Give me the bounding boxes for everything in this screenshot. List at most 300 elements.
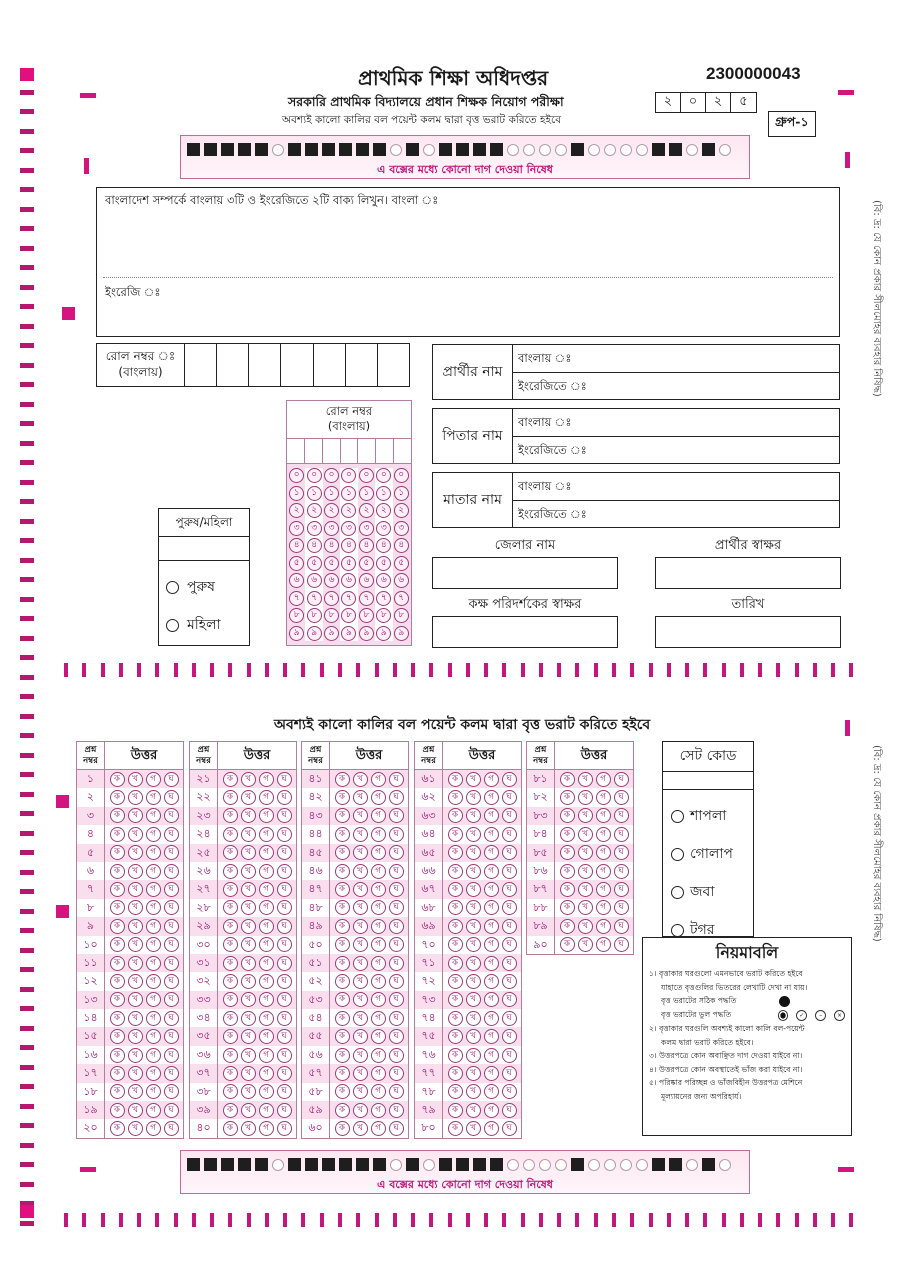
answer-bubble[interactable]: গ xyxy=(146,1029,161,1044)
answer-bubble[interactable]: ক xyxy=(110,1011,125,1026)
radio-circle-icon[interactable] xyxy=(671,848,684,861)
answer-bubble[interactable]: গ xyxy=(371,937,386,952)
answer-bubble[interactable]: খ xyxy=(353,864,368,879)
answer-bubble[interactable]: গ xyxy=(596,790,611,805)
answer-bubble[interactable]: গ xyxy=(596,808,611,823)
answer-bubble[interactable]: খ xyxy=(466,808,481,823)
answer-bubble[interactable]: গ xyxy=(484,772,499,787)
answer-bubble[interactable]: খ xyxy=(241,1048,256,1063)
roll-digit-bubble[interactable]: ৭ xyxy=(394,591,409,606)
answer-bubble[interactable]: ক xyxy=(223,1121,238,1136)
answer-bubble[interactable]: খ xyxy=(128,790,143,805)
answer-bubble[interactable]: ঘ xyxy=(277,827,292,842)
radio-circle-icon[interactable] xyxy=(166,619,179,632)
mother-name-bangla-field[interactable]: বাংলায় ঃ xyxy=(513,473,839,501)
answer-bubble[interactable]: ক xyxy=(110,790,125,805)
answer-bubble[interactable]: গ xyxy=(146,1066,161,1081)
answer-bubble[interactable]: গ xyxy=(146,790,161,805)
answer-bubble[interactable]: ক xyxy=(223,937,238,952)
answer-bubble[interactable]: ঘ xyxy=(164,827,179,842)
answer-bubble[interactable]: গ xyxy=(259,956,274,971)
answer-bubble[interactable]: গ xyxy=(259,900,274,915)
answer-bubble[interactable]: খ xyxy=(353,1048,368,1063)
answer-bubble[interactable]: ঘ xyxy=(614,845,629,860)
answer-bubble[interactable]: ক xyxy=(223,827,238,842)
answer-bubble[interactable]: গ xyxy=(596,772,611,787)
answer-bubble[interactable]: ঘ xyxy=(614,808,629,823)
father-name-bangla-field[interactable]: বাংলায় ঃ xyxy=(513,409,839,437)
answer-bubble[interactable]: খ xyxy=(128,900,143,915)
answer-bubble[interactable]: ক xyxy=(223,956,238,971)
answer-bubble[interactable]: গ xyxy=(146,772,161,787)
answer-bubble[interactable]: খ xyxy=(241,1011,256,1026)
answer-bubble[interactable]: খ xyxy=(353,900,368,915)
answer-bubble[interactable]: ক xyxy=(110,845,125,860)
answer-bubble[interactable]: গ xyxy=(484,1103,499,1118)
answer-bubble[interactable]: ঘ xyxy=(164,1084,179,1099)
answer-bubble[interactable]: ঘ xyxy=(614,900,629,915)
answer-bubble[interactable]: ক xyxy=(560,845,575,860)
answer-bubble[interactable]: খ xyxy=(128,956,143,971)
answer-bubble[interactable]: খ xyxy=(578,827,593,842)
roll-digit-bubble[interactable]: ৯ xyxy=(307,626,322,641)
roll-digit-bubble[interactable]: ২ xyxy=(289,503,304,518)
answer-bubble[interactable]: খ xyxy=(466,845,481,860)
roll-digit-bubble[interactable]: ৫ xyxy=(376,556,391,571)
answer-bubble[interactable]: খ xyxy=(241,1084,256,1099)
answer-bubble[interactable]: ক xyxy=(335,1048,350,1063)
answer-bubble[interactable]: ক xyxy=(560,919,575,934)
answer-bubble[interactable]: ঘ xyxy=(389,864,404,879)
answer-bubble[interactable]: ক xyxy=(110,900,125,915)
answer-bubble[interactable]: খ xyxy=(353,772,368,787)
answer-bubble[interactable]: ঘ xyxy=(277,974,292,989)
answer-bubble[interactable]: খ xyxy=(578,790,593,805)
answer-bubble[interactable]: ঘ xyxy=(389,992,404,1007)
answer-bubble[interactable]: ক xyxy=(448,882,463,897)
answer-bubble[interactable]: ক xyxy=(110,1029,125,1044)
answer-bubble[interactable]: গ xyxy=(259,919,274,934)
answer-bubble[interactable]: গ xyxy=(484,937,499,952)
answer-bubble[interactable]: খ xyxy=(128,974,143,989)
set-option-shapla[interactable] xyxy=(663,804,753,828)
answer-bubble[interactable]: ঘ xyxy=(389,974,404,989)
answer-bubble[interactable]: গ xyxy=(371,1084,386,1099)
answer-bubble[interactable]: গ xyxy=(259,808,274,823)
roll-digit-bubble[interactable]: ৭ xyxy=(376,591,391,606)
answer-bubble[interactable]: ক xyxy=(448,919,463,934)
answer-bubble[interactable]: খ xyxy=(466,1011,481,1026)
answer-bubble[interactable]: ক xyxy=(448,827,463,842)
answer-bubble[interactable]: ঘ xyxy=(164,882,179,897)
roll-digit-bubble[interactable]: ২ xyxy=(307,503,322,518)
answer-bubble[interactable]: গ xyxy=(484,790,499,805)
roll-digit-bubble[interactable]: ০ xyxy=(376,468,391,483)
answer-bubble[interactable]: গ xyxy=(484,1084,499,1099)
answer-bubble[interactable]: গ xyxy=(596,937,611,952)
roll-digit-bubble[interactable]: ৬ xyxy=(359,573,374,588)
roll-digit-bubble[interactable]: ৩ xyxy=(376,521,391,536)
answer-bubble[interactable]: গ xyxy=(259,845,274,860)
answer-bubble[interactable]: খ xyxy=(353,1103,368,1118)
answer-bubble[interactable]: খ xyxy=(466,919,481,934)
answer-bubble[interactable]: খ xyxy=(128,1084,143,1099)
answer-bubble[interactable]: গ xyxy=(146,1121,161,1136)
answer-bubble[interactable]: খ xyxy=(241,1121,256,1136)
answer-bubble[interactable]: খ xyxy=(241,937,256,952)
answer-bubble[interactable]: গ xyxy=(371,974,386,989)
answer-bubble[interactable]: খ xyxy=(466,900,481,915)
roll-digit-bubble[interactable]: ২ xyxy=(376,503,391,518)
roll-digit-bubble[interactable]: ৭ xyxy=(324,591,339,606)
answer-bubble[interactable]: ক xyxy=(223,1066,238,1081)
answer-bubble[interactable]: গ xyxy=(371,1048,386,1063)
roll-digit-bubble[interactable]: ৩ xyxy=(289,521,304,536)
answer-bubble[interactable]: ঘ xyxy=(277,1121,292,1136)
roll-digit-bubble[interactable]: ৫ xyxy=(324,556,339,571)
answer-bubble[interactable]: খ xyxy=(128,919,143,934)
answer-bubble[interactable]: ক xyxy=(448,790,463,805)
roll-digit-bubble[interactable]: ৯ xyxy=(394,626,409,641)
answer-bubble[interactable]: গ xyxy=(146,1103,161,1118)
answer-bubble[interactable]: ক xyxy=(223,1011,238,1026)
roll-write-cell[interactable] xyxy=(376,439,394,463)
answer-bubble[interactable]: গ xyxy=(484,845,499,860)
radio-circle-icon[interactable] xyxy=(166,581,179,594)
answer-bubble[interactable]: খ xyxy=(128,1103,143,1118)
answer-bubble[interactable]: ক xyxy=(335,992,350,1007)
answer-bubble[interactable]: গ xyxy=(484,882,499,897)
answer-bubble[interactable]: গ xyxy=(484,919,499,934)
answer-bubble[interactable]: খ xyxy=(241,1103,256,1118)
roll-digit-bubble[interactable]: ৮ xyxy=(376,608,391,623)
answer-bubble[interactable]: ঘ xyxy=(164,864,179,879)
answer-bubble[interactable]: খ xyxy=(466,1084,481,1099)
roll-digit-bubble[interactable]: ৭ xyxy=(359,591,374,606)
answer-bubble[interactable]: ঘ xyxy=(502,1121,517,1136)
answer-bubble[interactable]: খ xyxy=(241,1066,256,1081)
roll-digit-bubble[interactable]: ৫ xyxy=(341,556,356,571)
answer-bubble[interactable]: ঘ xyxy=(164,808,179,823)
answer-bubble[interactable]: ক xyxy=(335,1011,350,1026)
candidate-name-bangla-field[interactable]: বাংলায় ঃ xyxy=(513,345,839,373)
answer-bubble[interactable]: গ xyxy=(484,900,499,915)
answer-bubble[interactable]: ক xyxy=(223,845,238,860)
answer-bubble[interactable]: গ xyxy=(484,974,499,989)
answer-bubble[interactable]: ঘ xyxy=(389,1121,404,1136)
answer-bubble[interactable]: ক xyxy=(110,882,125,897)
roll-digit-bubble[interactable]: ৪ xyxy=(324,538,339,553)
answer-bubble[interactable]: ঘ xyxy=(277,1011,292,1026)
roll-digit-bubble[interactable]: ৩ xyxy=(394,521,409,536)
answer-bubble[interactable]: খ xyxy=(466,956,481,971)
answer-bubble[interactable]: গ xyxy=(146,864,161,879)
roll-digit-cell[interactable] xyxy=(281,344,313,386)
answer-bubble[interactable]: ঘ xyxy=(389,1103,404,1118)
answer-bubble[interactable]: ঘ xyxy=(389,1029,404,1044)
answer-bubble[interactable]: খ xyxy=(353,790,368,805)
answer-bubble[interactable]: ক xyxy=(448,1029,463,1044)
answer-bubble[interactable]: ক xyxy=(335,790,350,805)
answer-bubble[interactable]: ক xyxy=(560,882,575,897)
answer-bubble[interactable]: ঘ xyxy=(502,845,517,860)
answer-bubble[interactable]: গ xyxy=(259,772,274,787)
answer-bubble[interactable]: গ xyxy=(484,1048,499,1063)
answer-bubble[interactable]: ঘ xyxy=(502,808,517,823)
answer-bubble[interactable]: ক xyxy=(223,790,238,805)
answer-bubble[interactable]: গ xyxy=(484,827,499,842)
answer-bubble[interactable]: ঘ xyxy=(614,919,629,934)
answer-bubble[interactable]: ক xyxy=(335,864,350,879)
answer-bubble[interactable]: ঘ xyxy=(502,1048,517,1063)
answer-bubble[interactable]: গ xyxy=(596,864,611,879)
answer-bubble[interactable]: ক xyxy=(110,827,125,842)
answer-bubble[interactable]: গ xyxy=(259,1066,274,1081)
answer-bubble[interactable]: ক xyxy=(223,1048,238,1063)
answer-bubble[interactable]: খ xyxy=(353,937,368,952)
roll-digit-bubble[interactable]: ৯ xyxy=(376,626,391,641)
answer-bubble[interactable]: খ xyxy=(241,956,256,971)
answer-bubble[interactable]: ক xyxy=(335,1029,350,1044)
answer-bubble[interactable]: খ xyxy=(241,919,256,934)
answer-bubble[interactable]: ক xyxy=(110,1048,125,1063)
answer-bubble[interactable]: খ xyxy=(241,974,256,989)
roll-digit-cell[interactable] xyxy=(217,344,249,386)
answer-bubble[interactable]: ক xyxy=(448,772,463,787)
answer-bubble[interactable]: ঘ xyxy=(277,1103,292,1118)
answer-bubble[interactable]: গ xyxy=(146,1084,161,1099)
answer-bubble[interactable]: খ xyxy=(128,1121,143,1136)
answer-bubble[interactable]: ক xyxy=(448,1048,463,1063)
answer-bubble[interactable]: খ xyxy=(128,1048,143,1063)
answer-bubble[interactable]: গ xyxy=(259,1121,274,1136)
answer-bubble[interactable]: ঘ xyxy=(502,1103,517,1118)
answer-bubble[interactable]: ক xyxy=(335,808,350,823)
answer-bubble[interactable]: গ xyxy=(371,956,386,971)
answer-bubble[interactable]: গ xyxy=(146,974,161,989)
answer-bubble[interactable]: খ xyxy=(241,772,256,787)
answer-bubble[interactable]: ঘ xyxy=(389,790,404,805)
roll-digit-cell[interactable] xyxy=(346,344,378,386)
answer-bubble[interactable]: গ xyxy=(146,845,161,860)
answer-bubble[interactable]: গ xyxy=(371,1066,386,1081)
roll-digit-bubble[interactable]: ৪ xyxy=(394,538,409,553)
answer-bubble[interactable]: ঘ xyxy=(277,1048,292,1063)
answer-bubble[interactable]: ক xyxy=(448,937,463,952)
roll-digit-bubble[interactable]: ৭ xyxy=(341,591,356,606)
answer-bubble[interactable]: গ xyxy=(146,900,161,915)
answer-bubble[interactable]: ঘ xyxy=(277,1066,292,1081)
answer-bubble[interactable]: ঘ xyxy=(389,900,404,915)
answer-bubble[interactable]: গ xyxy=(371,992,386,1007)
answer-bubble[interactable]: গ xyxy=(596,900,611,915)
answer-bubble[interactable]: ঘ xyxy=(389,772,404,787)
answer-bubble[interactable]: ক xyxy=(448,845,463,860)
answer-bubble[interactable]: ঘ xyxy=(389,827,404,842)
answer-bubble[interactable]: ক xyxy=(223,1103,238,1118)
father-name-english-field[interactable]: ইংরেজিতে ঃ xyxy=(518,442,587,457)
answer-bubble[interactable]: গ xyxy=(371,827,386,842)
answer-bubble[interactable]: গ xyxy=(371,864,386,879)
roll-digit-bubble[interactable]: ৬ xyxy=(394,573,409,588)
answer-bubble[interactable]: খ xyxy=(353,1011,368,1026)
answer-bubble[interactable]: ঘ xyxy=(164,1011,179,1026)
answer-bubble[interactable]: ঘ xyxy=(389,1048,404,1063)
answer-bubble[interactable]: ক xyxy=(335,956,350,971)
answer-bubble[interactable]: খ xyxy=(466,937,481,952)
answer-bubble[interactable]: গ xyxy=(371,900,386,915)
answer-bubble[interactable]: ক xyxy=(448,900,463,915)
answer-bubble[interactable]: খ xyxy=(241,882,256,897)
answer-bubble[interactable]: ঘ xyxy=(614,882,629,897)
roll-digit-bubble[interactable]: ০ xyxy=(359,468,374,483)
answer-bubble[interactable]: ক xyxy=(448,974,463,989)
roll-digit-bubble[interactable]: ৬ xyxy=(324,573,339,588)
roll-digit-bubble[interactable]: ১ xyxy=(289,486,304,501)
answer-bubble[interactable]: ঘ xyxy=(502,956,517,971)
answer-bubble[interactable]: গ xyxy=(371,1029,386,1044)
answer-bubble[interactable]: খ xyxy=(128,1066,143,1081)
answer-bubble[interactable]: খ xyxy=(578,937,593,952)
answer-bubble[interactable]: ঘ xyxy=(389,956,404,971)
answer-bubble[interactable]: ঘ xyxy=(502,790,517,805)
answer-bubble[interactable]: ক xyxy=(448,1066,463,1081)
answer-bubble[interactable]: খ xyxy=(578,882,593,897)
answer-bubble[interactable]: খ xyxy=(466,1029,481,1044)
roll-digit-bubble[interactable]: ৯ xyxy=(341,626,356,641)
answer-bubble[interactable]: ক xyxy=(335,882,350,897)
answer-bubble[interactable]: গ xyxy=(146,827,161,842)
answer-bubble[interactable]: ক xyxy=(110,1103,125,1118)
roll-digit-bubble[interactable]: ৬ xyxy=(289,573,304,588)
answer-bubble[interactable]: খ xyxy=(241,992,256,1007)
answer-bubble[interactable]: গ xyxy=(371,882,386,897)
answer-bubble[interactable]: গ xyxy=(596,827,611,842)
radio-circle-icon[interactable] xyxy=(671,924,684,937)
roll-digit-bubble[interactable]: ৪ xyxy=(359,538,374,553)
answer-bubble[interactable]: গ xyxy=(146,882,161,897)
answer-bubble[interactable]: গ xyxy=(259,1103,274,1118)
answer-bubble[interactable]: খ xyxy=(466,992,481,1007)
answer-bubble[interactable]: ঘ xyxy=(502,864,517,879)
answer-bubble[interactable]: ক xyxy=(223,919,238,934)
answer-bubble[interactable]: ঘ xyxy=(277,956,292,971)
answer-bubble[interactable]: গ xyxy=(259,974,274,989)
answer-bubble[interactable]: ক xyxy=(560,827,575,842)
answer-bubble[interactable]: ঘ xyxy=(164,900,179,915)
roll-digit-bubble[interactable]: ০ xyxy=(394,468,409,483)
roll-digit-bubble[interactable]: ৮ xyxy=(324,608,339,623)
answer-bubble[interactable]: খ xyxy=(466,790,481,805)
set-option-joba[interactable] xyxy=(663,880,753,904)
answer-bubble[interactable]: খ xyxy=(241,845,256,860)
answer-bubble[interactable]: ঘ xyxy=(277,919,292,934)
answer-bubble[interactable]: ঘ xyxy=(164,772,179,787)
roll-digit-bubble[interactable]: ১ xyxy=(376,486,391,501)
answer-bubble[interactable]: ক xyxy=(448,1084,463,1099)
roll-digit-bubble[interactable]: ৩ xyxy=(341,521,356,536)
answer-bubble[interactable]: খ xyxy=(353,1121,368,1136)
answer-bubble[interactable]: ক xyxy=(448,864,463,879)
answer-bubble[interactable]: খ xyxy=(466,882,481,897)
sentence-writing-area[interactable] xyxy=(96,187,840,337)
answer-bubble[interactable]: ঘ xyxy=(502,919,517,934)
answer-bubble[interactable]: গ xyxy=(146,808,161,823)
answer-bubble[interactable]: খ xyxy=(353,1084,368,1099)
roll-digit-cell[interactable] xyxy=(185,344,217,386)
answer-bubble[interactable]: ক xyxy=(335,772,350,787)
roll-digit-bubble[interactable]: ১ xyxy=(394,486,409,501)
roll-write-cell[interactable] xyxy=(305,439,323,463)
answer-bubble[interactable]: খ xyxy=(353,882,368,897)
answer-bubble[interactable]: খ xyxy=(466,864,481,879)
answer-bubble[interactable]: খ xyxy=(466,1066,481,1081)
answer-bubble[interactable]: ঘ xyxy=(389,919,404,934)
answer-bubble[interactable]: গ xyxy=(596,882,611,897)
gender-option-male[interactable] xyxy=(159,575,249,599)
answer-bubble[interactable]: ঘ xyxy=(614,864,629,879)
answer-bubble[interactable]: ক xyxy=(223,882,238,897)
district-field[interactable] xyxy=(432,557,618,589)
roll-digit-bubble[interactable]: ৩ xyxy=(307,521,322,536)
roll-digit-bubble[interactable]: ০ xyxy=(289,468,304,483)
roll-digit-bubble[interactable]: ৩ xyxy=(359,521,374,536)
answer-bubble[interactable]: ঘ xyxy=(614,790,629,805)
answer-bubble[interactable]: খ xyxy=(466,1048,481,1063)
roll-digit-bubble[interactable]: ০ xyxy=(324,468,339,483)
answer-bubble[interactable]: ক xyxy=(448,992,463,1007)
answer-bubble[interactable]: খ xyxy=(241,1029,256,1044)
answer-bubble[interactable]: গ xyxy=(259,937,274,952)
answer-bubble[interactable]: ঘ xyxy=(389,1011,404,1026)
roll-digit-bubble[interactable]: ৪ xyxy=(376,538,391,553)
answer-bubble[interactable]: ঘ xyxy=(614,772,629,787)
roll-digit-cell[interactable] xyxy=(314,344,346,386)
answer-bubble[interactable]: খ xyxy=(353,808,368,823)
answer-bubble[interactable]: ঘ xyxy=(277,808,292,823)
answer-bubble[interactable]: খ xyxy=(241,864,256,879)
answer-bubble[interactable]: গ xyxy=(259,1011,274,1026)
answer-bubble[interactable]: গ xyxy=(596,919,611,934)
roll-digit-bubble[interactable]: ৩ xyxy=(324,521,339,536)
answer-bubble[interactable]: গ xyxy=(484,1029,499,1044)
roll-digit-bubble[interactable]: ১ xyxy=(359,486,374,501)
answer-bubble[interactable]: ক xyxy=(335,937,350,952)
answer-bubble[interactable]: ক xyxy=(223,992,238,1007)
answer-bubble[interactable]: ঘ xyxy=(277,845,292,860)
roll-digit-bubble[interactable]: ৪ xyxy=(341,538,356,553)
answer-bubble[interactable]: ক xyxy=(335,974,350,989)
answer-bubble[interactable]: ক xyxy=(223,974,238,989)
roll-digit-bubble[interactable]: ২ xyxy=(341,503,356,518)
answer-bubble[interactable]: ঘ xyxy=(502,772,517,787)
roll-digit-bubble[interactable]: ২ xyxy=(359,503,374,518)
answer-bubble[interactable]: ঘ xyxy=(277,882,292,897)
answer-bubble[interactable]: গ xyxy=(371,790,386,805)
roll-write-cell[interactable] xyxy=(341,439,359,463)
answer-bubble[interactable]: গ xyxy=(146,1048,161,1063)
mother-name-english-field[interactable]: ইংরেজিতে ঃ xyxy=(518,506,587,521)
answer-bubble[interactable]: খ xyxy=(466,974,481,989)
answer-bubble[interactable]: ঘ xyxy=(614,937,629,952)
answer-bubble[interactable]: ক xyxy=(335,827,350,842)
roll-digit-bubble[interactable]: ৬ xyxy=(376,573,391,588)
answer-bubble[interactable]: খ xyxy=(578,864,593,879)
roll-digit-bubble[interactable]: ২ xyxy=(324,503,339,518)
answer-bubble[interactable]: খ xyxy=(578,808,593,823)
roll-digit-bubble[interactable]: ৭ xyxy=(289,591,304,606)
answer-bubble[interactable]: খ xyxy=(241,827,256,842)
